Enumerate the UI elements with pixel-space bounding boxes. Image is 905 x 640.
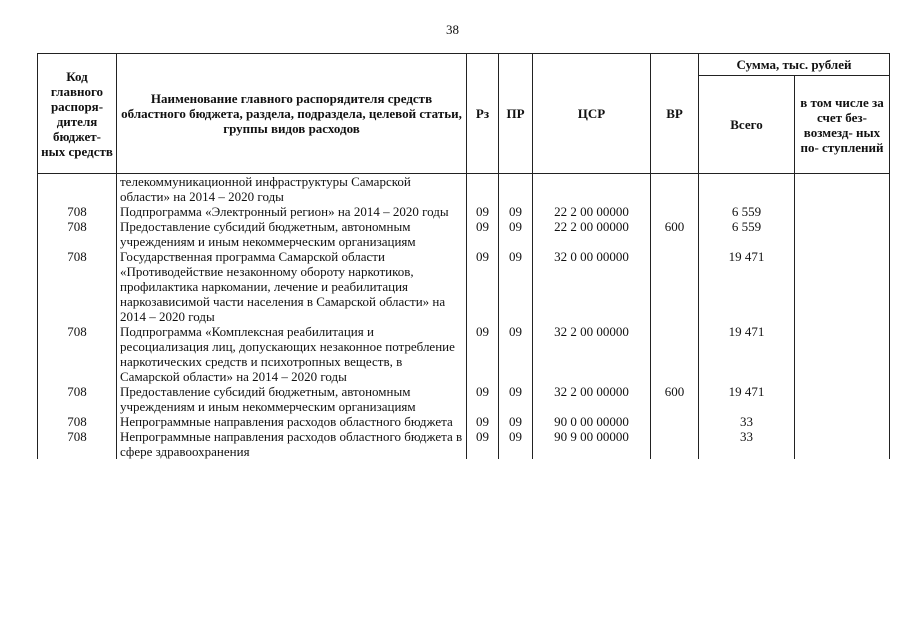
table-row bbox=[38, 429, 890, 459]
header-vr: ВР bbox=[651, 54, 699, 174]
cell-csr: 22 2 00 00000 bbox=[533, 219, 651, 249]
header-incl: в том числе за счет без- возмезд- ных по- ступлений bbox=[795, 76, 890, 174]
cell-csr: 90 0 00 00000 bbox=[533, 414, 651, 429]
cell-name: Непрограммные направления расходов областного бюджета bbox=[117, 414, 467, 429]
cell-csr bbox=[533, 174, 651, 205]
table-row bbox=[38, 324, 890, 384]
cell-pr: 09 bbox=[499, 384, 533, 414]
table-row bbox=[38, 414, 890, 429]
cell-code: 708 bbox=[38, 249, 117, 324]
cell-incl bbox=[795, 204, 890, 219]
table-body bbox=[38, 174, 890, 460]
cell-csr: 32 0 00 00000 bbox=[533, 249, 651, 324]
cell-rz: 09 bbox=[467, 204, 499, 219]
table-header bbox=[38, 54, 890, 174]
cell-rz: 09 bbox=[467, 414, 499, 429]
cell-pr bbox=[499, 174, 533, 205]
cell-name: Подпрограмма «Электронный регион» на 2014 – 2020 годы bbox=[117, 204, 467, 219]
cell-name: Подпрограмма «Комплексная реабилитация и ресоциализация лиц, допускающих незаконное потребление наркотических средств и психотропных веществ, в Самарской области» на 2014 – 2020 годы bbox=[117, 324, 467, 384]
header-sum: Сумма, тыс. рублей bbox=[699, 54, 890, 76]
header-name: Наименование главного распорядителя средств областного бюджета, раздела, подраздела, целевой статьи, группы видов расходов bbox=[117, 54, 467, 174]
cell-vr: 600 bbox=[651, 219, 699, 249]
cell-total bbox=[699, 174, 795, 205]
cell-total: 6 559 bbox=[699, 219, 795, 249]
cell-vr: 600 bbox=[651, 384, 699, 414]
cell-csr: 22 2 00 00000 bbox=[533, 204, 651, 219]
cell-csr: 32 2 00 00000 bbox=[533, 384, 651, 414]
cell-name: телекоммуникационной инфраструктуры Самарской области» на 2014 – 2020 годы bbox=[117, 174, 467, 205]
cell-csr: 32 2 00 00000 bbox=[533, 324, 651, 384]
cell-name: Непрограммные направления расходов областного бюджета в сфере здравоохранения bbox=[117, 429, 467, 459]
page-number: 38 bbox=[446, 22, 459, 37]
cell-pr: 09 bbox=[499, 414, 533, 429]
cell-name: Предоставление субсидий бюджетным, автономным учреждениям и иным некоммерческим организациям bbox=[117, 384, 467, 414]
cell-incl bbox=[795, 429, 890, 459]
cell-total: 19 471 bbox=[699, 249, 795, 324]
cell-rz: 09 bbox=[467, 249, 499, 324]
cell-rz: 09 bbox=[467, 429, 499, 459]
cell-total: 6 559 bbox=[699, 204, 795, 219]
cell-vr bbox=[651, 414, 699, 429]
cell-name: Предоставление субсидий бюджетным, автономным учреждениям и иным некоммерческим организациям bbox=[117, 219, 467, 249]
cell-incl bbox=[795, 219, 890, 249]
cell-pr: 09 bbox=[499, 324, 533, 384]
header-pr: ПР bbox=[499, 54, 533, 174]
cell-total: 19 471 bbox=[699, 324, 795, 384]
cell-total: 33 bbox=[699, 429, 795, 459]
cell-pr: 09 bbox=[499, 429, 533, 459]
cell-name: Государственная программа Самарской области «Противодействие незаконному обороту наркотиков, профилактика наркомании, лечение и реабилитация наркозависимой части населения в Самарской области» на 2014 – 2020 годы bbox=[117, 249, 467, 324]
cell-pr: 09 bbox=[499, 204, 533, 219]
cell-vr bbox=[651, 249, 699, 324]
cell-code: 708 bbox=[38, 324, 117, 384]
table-row bbox=[38, 249, 890, 324]
cell-code: 708 bbox=[38, 219, 117, 249]
budget-table bbox=[37, 53, 890, 459]
cell-incl bbox=[795, 414, 890, 429]
cell-total: 19 471 bbox=[699, 384, 795, 414]
cell-code: 708 bbox=[38, 414, 117, 429]
table-row bbox=[38, 204, 890, 219]
cell-code: 708 bbox=[38, 429, 117, 459]
table-row bbox=[38, 384, 890, 414]
header-csr: ЦСР bbox=[533, 54, 651, 174]
header-total: Всего bbox=[699, 76, 795, 174]
cell-pr: 09 bbox=[499, 249, 533, 324]
cell-incl bbox=[795, 324, 890, 384]
cell-vr bbox=[651, 429, 699, 459]
cell-vr bbox=[651, 174, 699, 205]
table-row bbox=[38, 174, 890, 205]
cell-code bbox=[38, 174, 117, 205]
table-row bbox=[38, 219, 890, 249]
cell-incl bbox=[795, 249, 890, 324]
cell-rz: 09 bbox=[467, 219, 499, 249]
cell-rz: 09 bbox=[467, 324, 499, 384]
cell-incl bbox=[795, 384, 890, 414]
cell-total: 33 bbox=[699, 414, 795, 429]
cell-rz: 09 bbox=[467, 384, 499, 414]
cell-rz bbox=[467, 174, 499, 205]
cell-vr bbox=[651, 204, 699, 219]
cell-vr bbox=[651, 324, 699, 384]
cell-incl bbox=[795, 174, 890, 205]
header-rz: Рз bbox=[467, 54, 499, 174]
cell-pr: 09 bbox=[499, 219, 533, 249]
cell-csr: 90 9 00 00000 bbox=[533, 429, 651, 459]
cell-code: 708 bbox=[38, 384, 117, 414]
cell-code: 708 bbox=[38, 204, 117, 219]
header-code: Код главного распоря- дителя бюджет- ных средств bbox=[38, 54, 117, 174]
